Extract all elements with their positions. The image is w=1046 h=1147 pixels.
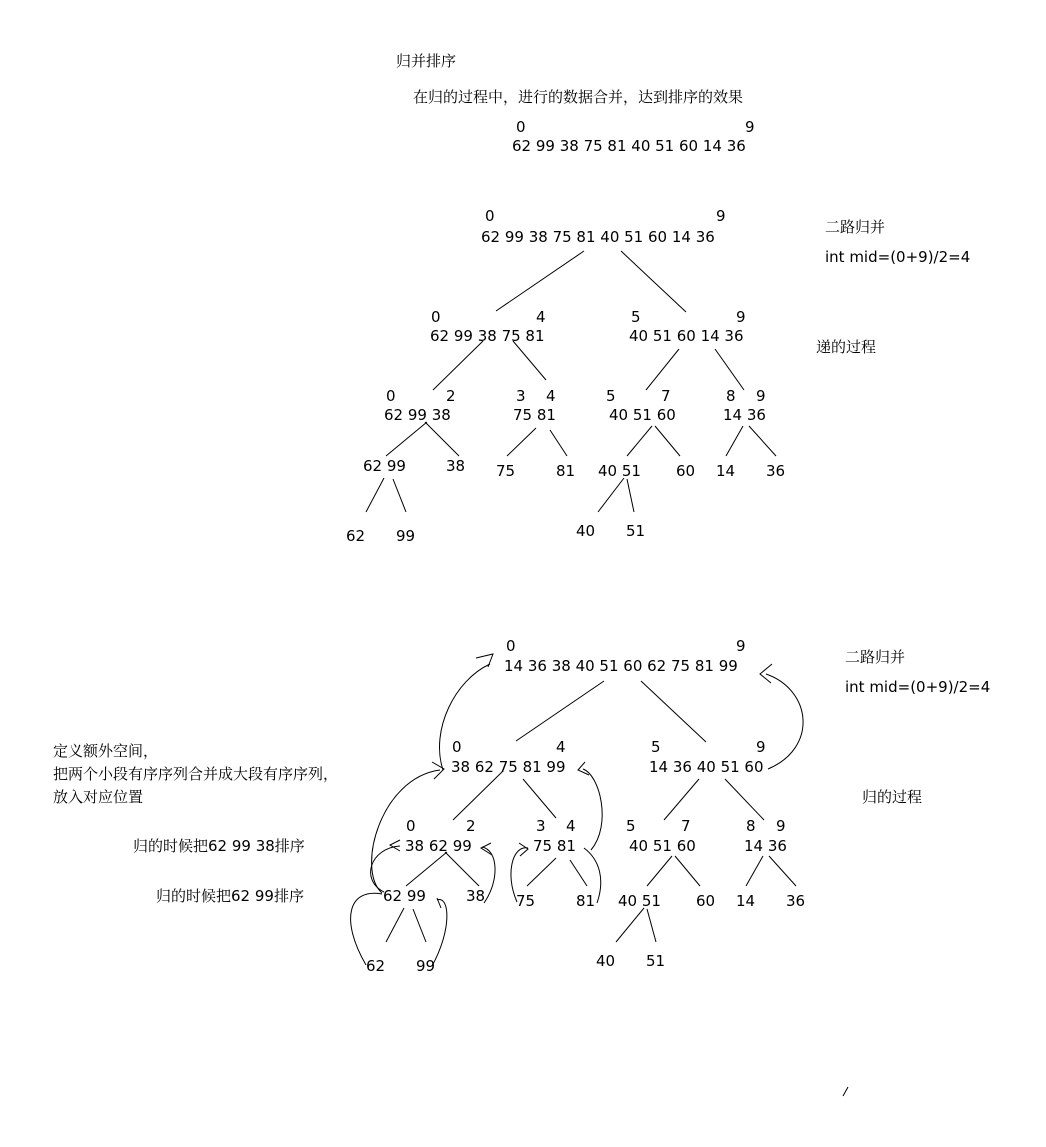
split-edge — [507, 428, 536, 456]
merge-edge — [641, 681, 706, 742]
split-nd-array: 14 36 — [723, 406, 766, 424]
merge-edge — [453, 771, 503, 820]
merge-leaf-14: 14 — [736, 892, 756, 910]
merge-edge — [527, 858, 556, 886]
merge-phase-label: 归的过程 — [862, 788, 923, 806]
split-edge — [513, 341, 546, 380]
merge-arrow — [584, 848, 601, 903]
merge-root-left-index: 0 — [506, 637, 516, 655]
split-tree-edges — [366, 251, 776, 512]
merge-leaf-51: 51 — [646, 952, 666, 970]
merge-na-array: 38 62 99 — [405, 837, 472, 855]
split-r1-right-index: 9 — [736, 308, 746, 326]
split-leaf-40: 40 — [576, 522, 596, 540]
split-edge — [621, 251, 686, 312]
merge-edge — [769, 856, 796, 886]
split-edge — [749, 426, 776, 456]
merge-edge — [647, 909, 656, 942]
split-edge — [496, 251, 584, 311]
split-nd-right-index: 9 — [756, 387, 766, 405]
merge-leaf-38: 38 — [466, 887, 486, 905]
merge-r1-right-index: 9 — [756, 738, 766, 756]
split-nd-left-index: 8 — [726, 387, 736, 405]
split-l1-right-index: 4 — [536, 308, 546, 326]
merge-edge — [746, 856, 763, 886]
split-root-right-index: 9 — [716, 207, 726, 225]
merge-arrow — [372, 770, 440, 893]
merge-note-extra-space: 定义额外空间， 把两个小段有序序列合并成大段有序序列， 放入对应位置 — [53, 742, 339, 806]
split-nb-right-index: 4 — [546, 387, 556, 405]
merge-edge — [616, 908, 644, 942]
merge-arrow — [578, 762, 589, 775]
split-edge — [726, 426, 743, 456]
split-leaf-62-99: 62 99 — [363, 457, 406, 475]
split-na-left-index: 0 — [386, 387, 396, 405]
merge-na-left-index: 0 — [406, 817, 416, 835]
split-nc-left-index: 5 — [606, 387, 616, 405]
split-leaf-62: 62 — [346, 527, 366, 545]
merge-tree-edges — [386, 681, 796, 942]
split-edge — [550, 430, 567, 456]
split-na-right-index: 2 — [446, 387, 456, 405]
split-edge — [433, 341, 483, 390]
merge-arrow — [440, 664, 490, 770]
merge-arrow — [390, 840, 400, 851]
split-leaf-36: 36 — [766, 462, 786, 480]
merge-root-right-index: 9 — [736, 637, 746, 655]
split-leaf-38: 38 — [446, 457, 466, 475]
merge-nd-right-index: 9 — [776, 817, 786, 835]
split-edge — [393, 479, 406, 512]
merge-nd-left-index: 8 — [746, 817, 756, 835]
merge-l1-left-index: 0 — [452, 738, 462, 756]
split-edge — [425, 422, 459, 456]
split-mid-formula: int mid=(0+9)/2=4 — [825, 248, 971, 266]
merge-edge — [445, 852, 479, 886]
split-nb-left-index: 3 — [516, 387, 526, 405]
merge-arrow — [432, 900, 447, 966]
merge-edge — [664, 779, 699, 820]
merge-edge — [675, 856, 700, 886]
merge-leaf-36: 36 — [786, 892, 806, 910]
merge-nc-left-index: 5 — [626, 817, 636, 835]
merge-note-three: 归的时候把62 99 38排序 — [133, 837, 305, 855]
merge-nb-array: 75 81 — [533, 837, 576, 855]
merge-root-array: 14 36 38 40 51 60 62 75 81 99 — [504, 657, 738, 675]
merge-note-two: 归的时候把62 99排序 — [156, 887, 304, 905]
merge-l1-right-index: 4 — [556, 738, 566, 756]
merge-edge — [406, 852, 447, 886]
merge-arrow — [766, 674, 803, 769]
split-side-title: 二路归并 — [825, 218, 886, 236]
intro-right-index: 9 — [745, 118, 755, 136]
merge-leaf-40: 40 — [596, 952, 616, 970]
merge-arrow — [482, 847, 495, 903]
split-nc-right-index: 7 — [661, 387, 671, 405]
merge-leaf-62: 62 — [366, 957, 386, 975]
merge-nc-right-index: 7 — [681, 817, 691, 835]
merge-edge — [516, 681, 604, 741]
merge-arrow — [371, 846, 400, 892]
merge-nd-array: 14 36 — [744, 837, 787, 855]
merge-leaf-99: 99 — [416, 957, 436, 975]
split-leaf-81: 81 — [556, 462, 576, 480]
merge-arrow — [843, 1087, 848, 1096]
split-r1-left-index: 5 — [631, 308, 641, 326]
diagram-title: 归并排序 — [396, 52, 457, 70]
split-root-array: 62 99 38 75 81 40 51 60 14 36 — [481, 228, 715, 246]
merge-edge — [647, 856, 672, 886]
merge-leaf-62-99: 62 99 — [383, 887, 426, 905]
merge-edge — [570, 860, 587, 886]
split-leaf-51: 51 — [626, 522, 646, 540]
split-na-array: 62 99 38 — [384, 406, 451, 424]
merge-edge — [386, 908, 404, 942]
merge-mid-formula: int mid=(0+9)/2=4 — [845, 678, 991, 696]
split-edge — [386, 422, 427, 456]
split-leaf-14: 14 — [716, 462, 736, 480]
split-edge — [627, 479, 634, 512]
split-leaf-75: 75 — [496, 462, 516, 480]
split-leaf-99: 99 — [396, 527, 416, 545]
split-edge — [715, 349, 744, 390]
merge-arrows — [351, 654, 848, 1096]
merge-edge — [523, 779, 556, 818]
merge-edge — [725, 779, 764, 820]
merge-arrow — [476, 654, 493, 667]
split-root-left-index: 0 — [485, 207, 495, 225]
split-r1-array: 40 51 60 14 36 — [629, 327, 744, 345]
merge-r1-left-index: 5 — [651, 738, 661, 756]
merge-leaf-81: 81 — [576, 892, 596, 910]
merge-edge — [413, 909, 426, 942]
split-l1-left-index: 0 — [431, 308, 441, 326]
merge-side-title: 二路归并 — [845, 648, 906, 666]
merge-leaf-40-51: 40 51 — [618, 892, 661, 910]
split-l1-array: 62 99 38 75 81 — [430, 327, 545, 345]
split-phase-label: 递的过程 — [816, 338, 877, 356]
diagram-subtitle: 在归的过程中，进行的数据合并，达到排序的效果 — [413, 88, 744, 106]
merge-nc-array: 40 51 60 — [629, 837, 696, 855]
merge-r1-array: 14 36 40 51 60 — [649, 758, 764, 776]
split-edge — [366, 478, 384, 512]
merge-l1-array: 38 62 75 81 99 — [451, 758, 566, 776]
split-edge — [627, 426, 652, 456]
merge-nb-left-index: 3 — [536, 817, 546, 835]
merge-na-right-index: 2 — [466, 817, 476, 835]
intro-array: 62 99 38 75 81 40 51 60 14 36 — [512, 137, 746, 155]
split-edge — [655, 426, 680, 456]
merge-arrow — [511, 848, 528, 902]
split-edge — [598, 478, 624, 512]
split-nb-array: 75 81 — [513, 406, 556, 424]
split-edge — [646, 349, 679, 390]
merge-arrow — [351, 893, 382, 965]
merge-arrow — [760, 664, 772, 683]
merge-leaf-60: 60 — [696, 892, 716, 910]
split-leaf-60: 60 — [676, 462, 696, 480]
merge-arrow — [583, 769, 602, 850]
split-leaf-40-51: 40 51 — [598, 462, 641, 480]
split-nc-array: 40 51 60 — [609, 406, 676, 424]
merge-nb-right-index: 4 — [566, 817, 576, 835]
intro-left-index: 0 — [516, 118, 526, 136]
merge-leaf-75: 75 — [516, 892, 536, 910]
